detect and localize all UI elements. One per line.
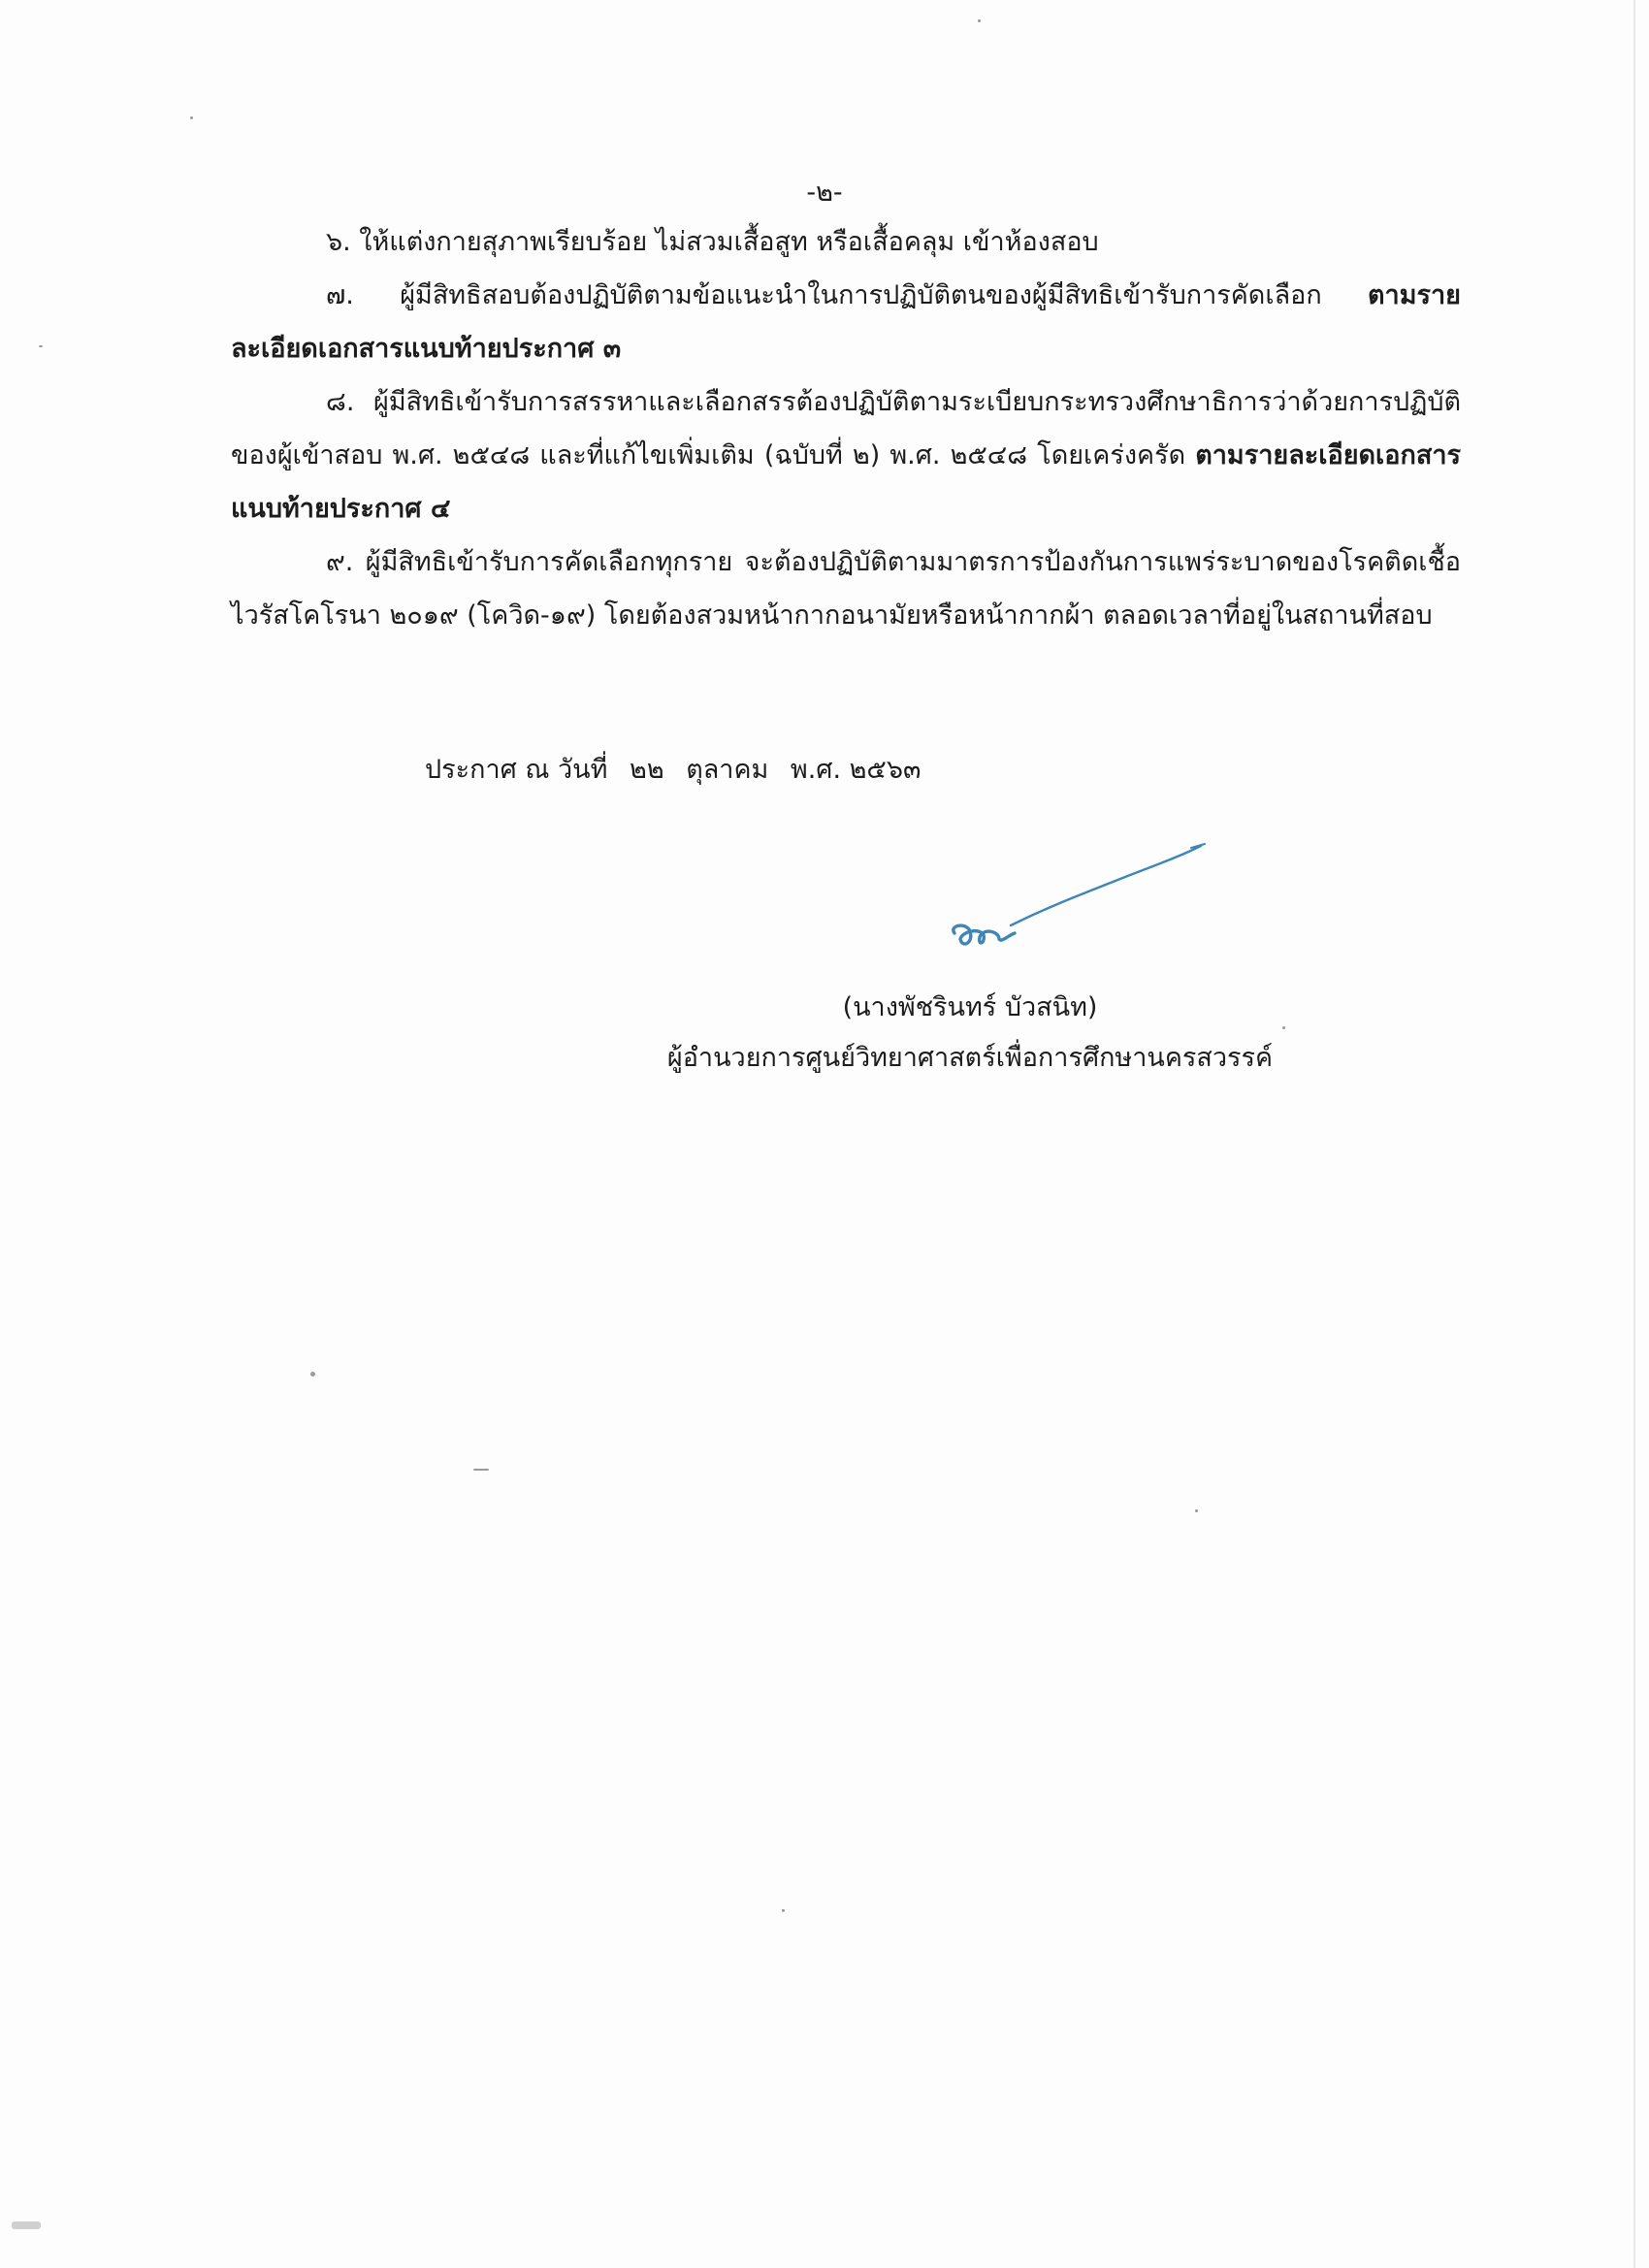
scan-speck [1195,1509,1198,1512]
announcement-date [425,743,934,796]
paragraph-item-7 [231,269,1461,375]
paragraph-text: ๗. ผู้มีสิทธิสอบต้องปฏิบัติตามข้อแนะนำในการปฏิบัติตนของผู้มีสิทธิเข้ารับการคัดเลือก [326,280,1369,310]
document-body [231,215,1461,642]
scan-speck [310,1372,315,1377]
scan-speck [1282,1026,1285,1029]
paragraph-item-8 [231,375,1461,535]
scan-speck [782,1909,785,1912]
announcement-month: ตุลาคม [686,755,769,785]
handwritten-signature [941,834,1212,980]
scan-speck [39,345,43,347]
paragraph-item-6 [231,215,1461,269]
scan-speck [978,19,981,22]
paragraph-text: ๙. ผู้มีสิทธิเข้ารับการคัดเลือกทุกราย จะต้องปฏิบัติตามมาตรการป้องกันการแพร่ระบาดของโรคติดเชื้อไวรัสโคโรนา ๒๐๑๙ (โควิด-๑๙) โดยต้องสวมหน้ากากอนามัยหรือหน้ากากผ้า ตลอดเวลาที่อยู่ในสถานที่สอบ [231,547,1461,631]
signer-title: ผู้อำนวยการศูนย์วิทยาศาสตร์เพื่อการศึกษานครสวรรค์ [666,1043,1274,1073]
signature-stroke [1011,846,1201,925]
paragraph-bold-text: ตามรายละเอียดเอกสารแนบท้ายประกาศ ๓ [231,280,1461,364]
paragraph-bold-text: ตามรายละเอียดเอกสารแนบท้ายประกาศ ๔ [231,440,1461,524]
scan-speck [473,1469,489,1471]
signature-stroke [954,925,1015,944]
signer-name: (นางพัชรินทร์ บัวสนิท) [842,992,1098,1022]
scan-edge [1633,0,1635,2268]
announcement-year: พ.ศ. ๒๕๖๓ [790,755,922,785]
paragraph-item-9 [231,535,1461,642]
page-number: -๒- [806,178,843,208]
scan-speck [12,2221,41,2229]
announcement-day: ๒๒ [630,755,664,785]
paragraph-text: ๘. ผู้มีสิทธิเข้ารับการสรรหาและเลือกสรรต้องปฏิบัติตามระเบียบกระทรวงศึกษาธิการว่าด้วยการปฏิบัติของผู้เข้าสอบ พ.ศ. ๒๕๔๘ และที่แก้ไขเพิ่มเติม (ฉบับที่ ๒) พ.ศ. ๒๕๔๘ โดยเคร่งครัด [231,387,1461,470]
paragraph-text: ๖. ให้แต่งกายสุภาพเรียบร้อย ไม่สวมเสื้อสูท หรือเสื้อคลุม เข้าห้องสอบ [326,227,1099,257]
scan-speck [190,116,193,119]
announcement-prefix: ประกาศ ณ วันที่ [425,755,608,785]
